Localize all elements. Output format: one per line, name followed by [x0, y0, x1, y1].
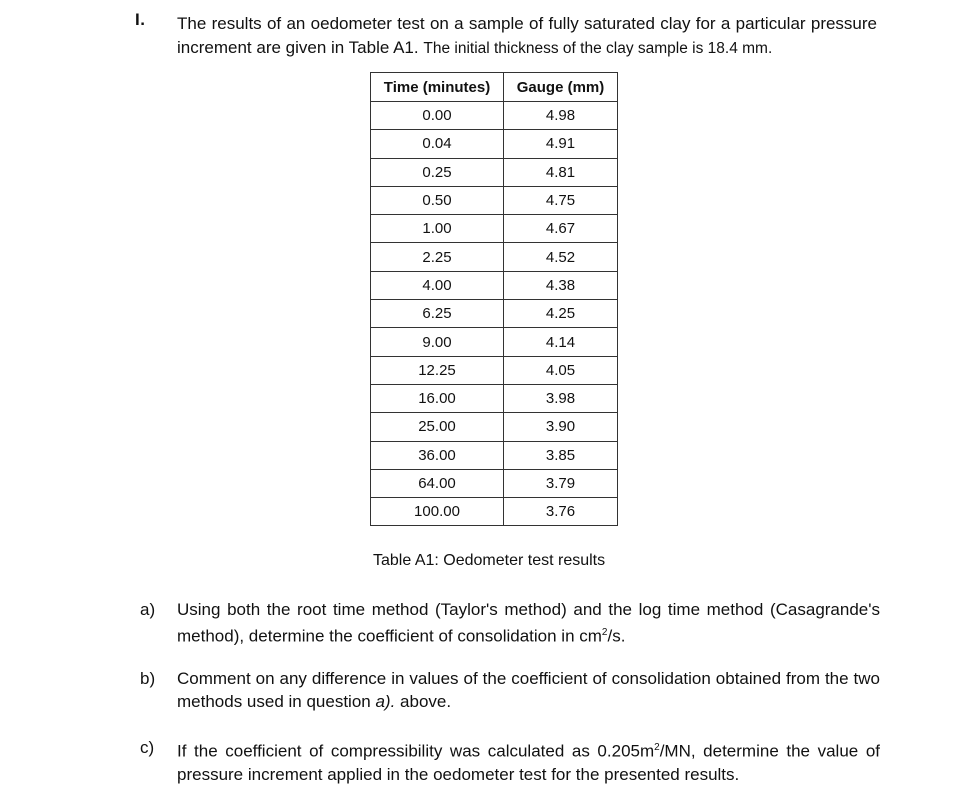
- time-cell: 0.00: [371, 102, 504, 130]
- subquestion-a: [140, 598, 880, 648]
- subquestion-letter: b): [140, 669, 156, 688]
- subquestion-text: [177, 736, 880, 786]
- text-segment: Using both the root time method (Taylor's method) and the log time method (Casagrande's method), determine the coefficient of consolidation in cm: [177, 600, 880, 646]
- table-row: [371, 441, 618, 469]
- table-row: [371, 413, 618, 441]
- gauge-cell: 4.14: [504, 328, 618, 356]
- text-segment: /MN, determine the value of pressure increment applied in the oedometer test for the presented results.: [177, 741, 880, 784]
- table-row: [371, 384, 618, 412]
- time-cell: 9.00: [371, 328, 504, 356]
- question-intro: [177, 12, 877, 61]
- gauge-cell: 3.79: [504, 469, 618, 497]
- time-cell: 2.25: [371, 243, 504, 271]
- table-row: [371, 356, 618, 384]
- table-row: [371, 300, 618, 328]
- gauge-cell: 4.38: [504, 271, 618, 299]
- table-row: [371, 102, 618, 130]
- table-row: [371, 243, 618, 271]
- gauge-cell: 4.25: [504, 300, 618, 328]
- time-cell: 0.25: [371, 158, 504, 186]
- time-cell: 6.25: [371, 300, 504, 328]
- table-row: [371, 271, 618, 299]
- gauge-cell: 3.76: [504, 498, 618, 526]
- table-row: [371, 328, 618, 356]
- text-segment: Comment on any difference in values of the coefficient of consolidation obtained from the two methods used in question: [177, 669, 880, 711]
- gauge-cell: 4.91: [504, 130, 618, 158]
- oedometer-results-table: [370, 72, 618, 526]
- intro-thickness-text: The initial thickness of the clay sample is 18.4 mm.: [423, 40, 773, 57]
- gauge-cell: 4.52: [504, 243, 618, 271]
- text-segment: If the coefficient of compressibility was calculated as 0.205m: [177, 741, 655, 761]
- time-cell: 25.00: [371, 413, 504, 441]
- text-segment: above.: [395, 692, 452, 711]
- table-row: [371, 186, 618, 214]
- subquestion-text: [177, 667, 880, 713]
- table-row: [371, 158, 618, 186]
- table-body: [371, 102, 618, 526]
- time-cell: 4.00: [371, 271, 504, 299]
- gauge-cell: 4.81: [504, 158, 618, 186]
- subquestion-c: [140, 736, 880, 786]
- superscript: 2: [654, 742, 660, 753]
- table-header-row: [371, 73, 618, 102]
- gauge-cell: 4.67: [504, 215, 618, 243]
- subquestion-text: [177, 598, 880, 648]
- gauge-cell: 4.05: [504, 356, 618, 384]
- intro-main-text: The results of an oedometer test on a sample of fully saturated clay for a particular pressure increment are given in Table A1.: [177, 14, 877, 57]
- table-row: [371, 498, 618, 526]
- subquestion-letter: a): [140, 600, 156, 619]
- subquestion-letter: c): [140, 738, 155, 757]
- italic-reference: a).: [375, 692, 396, 711]
- table-row: [371, 469, 618, 497]
- text-segment: /s.: [607, 626, 626, 646]
- table-caption: Table A1: Oedometer test results: [373, 552, 606, 569]
- gauge-cell: 3.90: [504, 413, 618, 441]
- header-gauge: Gauge (mm): [504, 73, 618, 102]
- question-number: I.: [135, 10, 146, 29]
- gauge-cell: 3.98: [504, 384, 618, 412]
- subquestion-b: [140, 667, 880, 713]
- superscript: 2: [601, 627, 608, 638]
- time-cell: 100.00: [371, 498, 504, 526]
- time-cell: 1.00: [371, 215, 504, 243]
- time-cell: 0.50: [371, 186, 504, 214]
- gauge-cell: 4.98: [504, 102, 618, 130]
- table-row: [371, 130, 618, 158]
- table-row: [371, 215, 618, 243]
- time-cell: 64.00: [371, 469, 504, 497]
- header-time: Time (minutes): [371, 73, 504, 102]
- gauge-cell: 3.85: [504, 441, 618, 469]
- time-cell: 36.00: [371, 441, 504, 469]
- time-cell: 0.04: [371, 130, 504, 158]
- gauge-cell: 4.75: [504, 186, 618, 214]
- time-cell: 16.00: [371, 384, 504, 412]
- time-cell: 12.25: [371, 356, 504, 384]
